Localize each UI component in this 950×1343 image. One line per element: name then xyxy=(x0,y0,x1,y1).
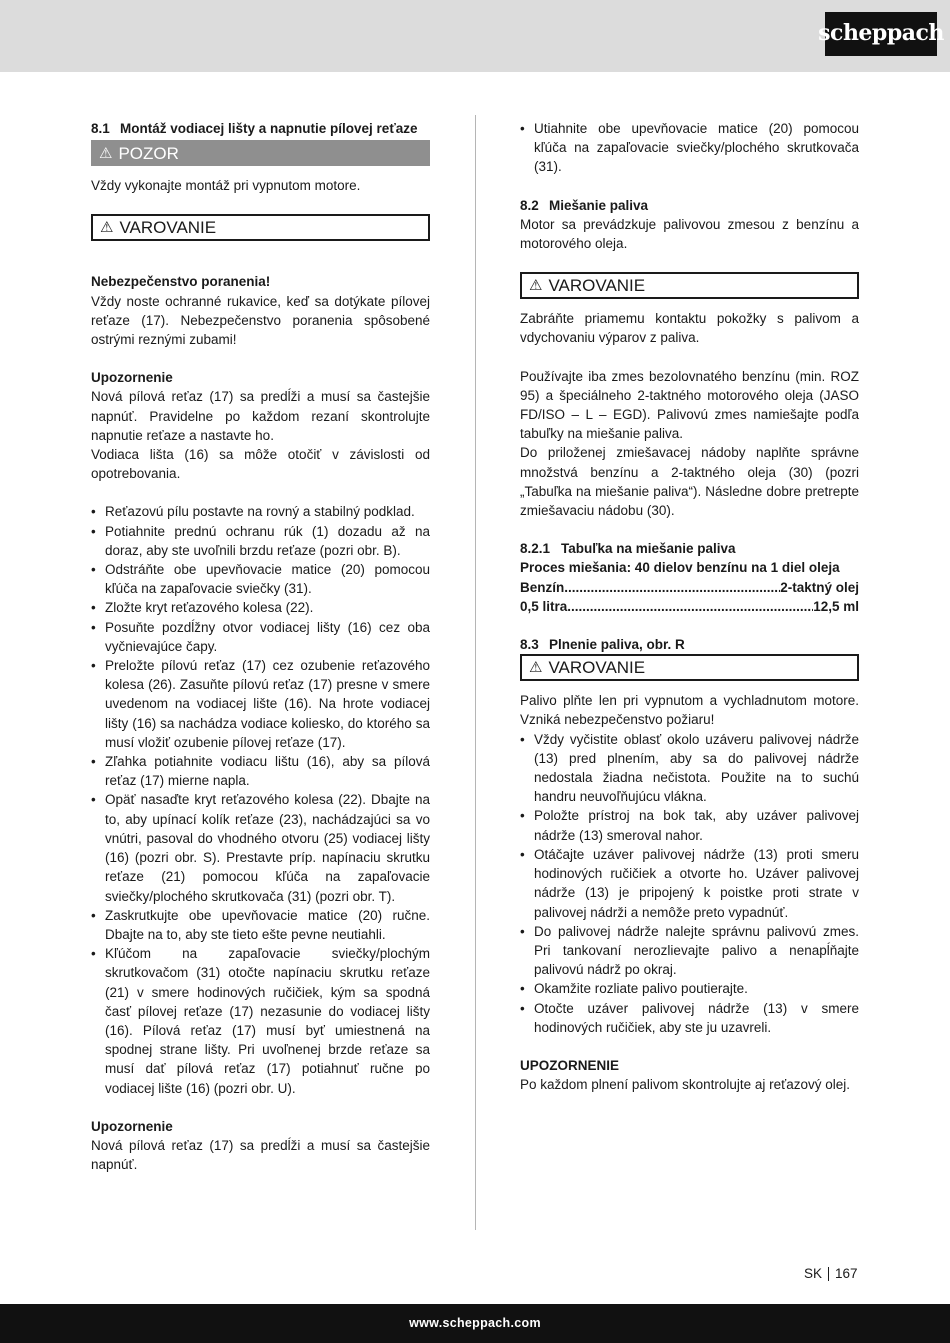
list-item: • Zložte kryt reťazového kolesa (22). xyxy=(91,598,430,617)
note-text: Po každom plnení palivom skontrolujte aj reťazový olej. xyxy=(520,1077,850,1093)
section-title: Miešanie paliva xyxy=(549,197,649,213)
section-title: Montáž vodiacej lišty a napnutie pílovej reťaze xyxy=(120,121,418,136)
table-cell: 12,5 ml xyxy=(813,598,859,614)
pozor-label: POZOR xyxy=(118,143,179,163)
dot-leader xyxy=(567,597,813,616)
fuel-text: Používajte iba zmes bezolovnatého benzínu (min. ROZ 95) a špeciálneho 2-taktného motorového oleja (JASO FD/ISO – L – EGD). Palivovú zmes namiešajte podľa tabuľky na miešanie paliva. xyxy=(520,368,859,442)
section-8-1-heading xyxy=(91,119,430,138)
warning-text: Palivo plňte len pri vypnutom a vychladnutom motore. Vzniká nebezpečenstvo požiaru! xyxy=(520,693,859,728)
right-column xyxy=(520,119,859,1094)
varovanie-label: VAROVANIE xyxy=(548,276,646,296)
table-cell: 2-taktný olej xyxy=(780,579,859,595)
varovanie-box xyxy=(520,272,859,299)
section-text: Motor sa prevádzkuje palivovou zmesou z benzínu a motorového oleja. xyxy=(520,216,859,252)
page-number xyxy=(804,1264,858,1283)
list-item: • Utiahnite obe upevňovacie matice (20) pomocou kľúča na zapaľovacie sviečky/plochého skrutkovača (31). xyxy=(520,119,859,177)
section-number: 8.1 xyxy=(91,121,110,136)
website-link[interactable]: www.scheppach.com xyxy=(409,1315,541,1330)
list-item: • Zľahka potiahnite vodiacu lištu (16), aby sa pílová reťaz (17) mierne napla. xyxy=(91,752,430,790)
injury-title: Nebezpečenstvo poranenia! xyxy=(91,274,271,290)
list-item: • Okamžite rozliate palivo poutierajte. xyxy=(520,979,859,998)
note-title: UPOZORNENIE xyxy=(520,1057,620,1073)
list-item: • Potiahnite prednú ochranu rúk (1) dozadu až na doraz, aby ste uvoľnili brzdu reťaze (pozri obr. B). xyxy=(91,522,430,560)
list-item: • Otáčajte uzáver palivovej nádrže (13) proti smeru hodinových ručičiek a otvorte ho. Uzáver palivovej nádrže (13) je pripojený k poistke proti strate v palivovej nádrži a nemôže preto vypadnúť. xyxy=(520,845,859,922)
page-number-value: 167 xyxy=(835,1266,858,1281)
list-item: • Do palivovej nádrže nalejte správnu palivovú zmes. Pri tankovaní nerozlievajte palivo a nenapĺňajte palivovú nádrž po okraj. xyxy=(520,922,859,980)
note-title: Upozornenie xyxy=(91,370,173,386)
assembly-steps-list xyxy=(91,502,430,1097)
note-text: Vodiaca lišta (16) sa môže otočiť v závislosti od opotrebovania. xyxy=(91,447,430,482)
varovanie-label: VAROVANIE xyxy=(119,218,217,238)
mixing-ratio: Proces miešania: 40 dielov benzínu na 1 diel oleja xyxy=(520,560,840,576)
section-8-3-heading xyxy=(520,635,859,654)
dot-leader xyxy=(564,578,780,597)
list-item: • Kľúčom na zapaľovacie sviečky/plochým skrutkovačom (31) otočte napínaciu skrutku reťaze (21) v smere hodinových ručičiek, kým sa spodná časť pílovej reťaze (17) nezasunie do vodiacej lišty (16). Pílová reťaz (17) musí byť umiestnená na spodnej strane lišty. Pri uvoľnenej brzde reťaze sa musí dať pílová reťaz (17) potiahnuť ručne po vodiacej lište (16) (pozri obr. U). xyxy=(91,944,430,1098)
injury-text: Vždy noste ochranné rukavice, keď sa dotýkate pílovej reťaze (17). Nebezpečenstvo poranenia spôsobené ostrými reznými zubami! xyxy=(91,293,430,348)
section-8-2-1-heading xyxy=(520,539,859,558)
section-title: Plnenie paliva, obr. R xyxy=(549,637,685,653)
list-item: • Posuňte pozdĺžny otvor vodiacej lišty (16) cez oba vyčnievajúce čapy. xyxy=(91,618,430,656)
left-column xyxy=(91,119,430,1174)
varovanie-box xyxy=(91,214,430,241)
refuel-steps-list xyxy=(520,730,859,1037)
separator xyxy=(828,1267,829,1281)
warning-text: Zabráňte priamemu kontaktu pokožky s palivom a vdychovaniu výparov z paliva. xyxy=(520,311,859,346)
mixing-table-row xyxy=(520,597,859,616)
mixing-table-row xyxy=(520,578,859,597)
pozor-box xyxy=(91,140,430,166)
header-bar xyxy=(0,0,950,72)
list-item: • Zaskrutkujte obe upevňovacie matice (20) ručne. Dbajte na to, aby ste tieto ešte pevne neutiahli. xyxy=(91,906,430,944)
fuel-text: Do priloženej zmiešavacej nádoby naplňte správne množstvá benzínu a 2-taktného oleja (30) (pozri „Tabuľka na miešanie paliva“). Následne dobre pretrepte zmiešavaciu nádobu (30). xyxy=(520,445,859,519)
note-text: Nová pílová reťaz (17) sa predĺži a musí sa častejšie napnúť. xyxy=(91,1137,430,1173)
footer-bar xyxy=(0,1304,950,1343)
column-divider xyxy=(475,115,476,1230)
warning-triangle-icon: ⚠ xyxy=(529,276,543,295)
section-number: 8.3 xyxy=(520,637,539,653)
list-item: • Položte prístroj na bok tak, aby uzáver palivovej nádrže (13) smeroval nahor. xyxy=(520,806,859,844)
warning-triangle-icon: ⚠ xyxy=(529,658,543,677)
list-item: • Preložte pílovú reťaz (17) cez ozubenie reťazového kolesa (26). Zasuňte pílovú reťaz (17) presne v smere uvedenom na vodiacej lište (16). Na hrote vodiacej lišty (16) sa nachádza vodiace koliesko, do ktorého sa musí vložiť ozubenie pílovej reťaze (17). xyxy=(91,656,430,752)
table-cell: 0,5 litra xyxy=(520,598,568,614)
section-number: 8.2 xyxy=(520,197,539,213)
list-item: • Reťazovú pílu postavte na rovný a stabilný podklad. xyxy=(91,502,430,521)
list-item: • Vždy vyčistite oblasť okolo uzáveru palivovej nádrže (13) pred plnením, aby sa do palivovej nádrže nedostala žiadna nečistota. Použite na to suchú handru neuvoľňujúcu vlákna. xyxy=(520,730,859,807)
note-text: Nová pílová reťaz (17) sa predĺži a musí sa častejšie napnúť. Pravidelne po každom rezaní skontrolujte napnutie reťaze a nastavte ho. xyxy=(91,389,430,443)
section-title: Tabuľka na miešanie paliva xyxy=(561,541,736,557)
continued-steps-list xyxy=(520,119,859,177)
pozor-text: Vždy vykonajte montáž pri vypnutom motore. xyxy=(91,178,361,194)
table-cell: Benzín xyxy=(520,579,565,595)
scheppach-logo: scheppach xyxy=(825,12,937,56)
warning-triangle-icon: ⚠ xyxy=(100,218,114,237)
varovanie-label: VAROVANIE xyxy=(548,658,646,678)
varovanie-box xyxy=(520,654,859,681)
note-title: Upozornenie xyxy=(91,1118,173,1134)
warning-triangle-icon: ⚠ xyxy=(99,143,113,162)
section-number: 8.2.1 xyxy=(520,541,551,557)
language-code: SK xyxy=(804,1266,823,1281)
list-item: • Odstráňte obe upevňovacie matice (20) pomocou kľúča na zapaľovacie sviečky (31). xyxy=(91,560,430,598)
section-8-2-heading xyxy=(520,196,859,215)
list-item: • Opäť nasaďte kryt reťazového kolesa (22). Dbajte na to, aby upínací kolík reťaze (23), nachádzajúci sa vo vnútri, pasoval do vhodného otvoru (25) vodiacej lišty (16) (pozri obr. S). Prestavte príp. napínaciu skrutku reťaze (21) pomocou kľúča na zapaľovacie sviečky/plochého skrutkovača (31) (pozri obr. T). xyxy=(91,790,430,905)
list-item: • Otočte uzáver palivovej nádrže (13) v smere hodinových ručičiek, aby ste ju uzavreli. xyxy=(520,999,859,1037)
